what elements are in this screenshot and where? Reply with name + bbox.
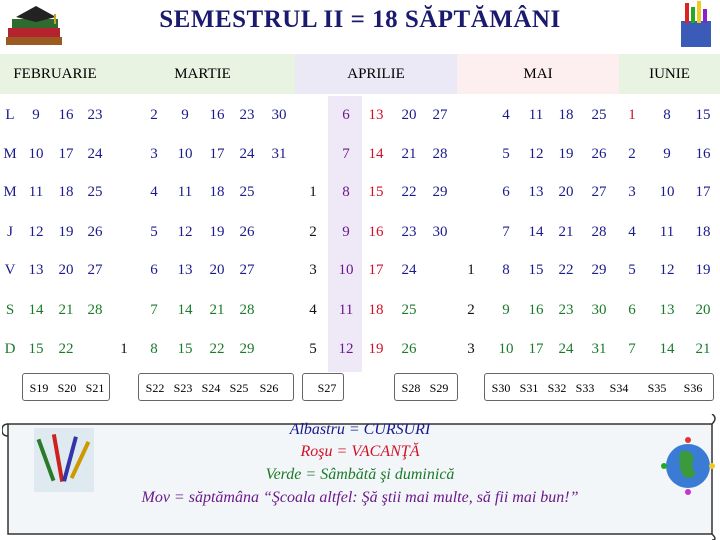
date-cell: 27 xyxy=(432,107,448,123)
date-cell: 18 xyxy=(209,184,225,200)
date-cell: 13 xyxy=(177,262,193,278)
date-cell: 30 xyxy=(591,302,607,318)
date-cell: 17 xyxy=(209,146,225,162)
week-label: S27 xyxy=(317,381,337,395)
month-label: MAI xyxy=(523,65,553,82)
date-cell: 13 xyxy=(528,184,544,200)
legend-purple: Mov = săptămâna “Şcoala altfel: Şă ştii mai multe, să fii mai bun!” xyxy=(141,489,579,506)
week-label: S35 xyxy=(647,381,667,395)
week-label: S36 xyxy=(683,381,703,395)
date-cell: 8 xyxy=(502,262,510,278)
date-cell: 15 xyxy=(695,107,711,123)
date-cell: 17 xyxy=(528,341,544,357)
date-cell: 16 xyxy=(695,146,711,162)
date-cell: 21 xyxy=(209,302,225,318)
date-cell: 19 xyxy=(558,146,574,162)
books-icon xyxy=(4,2,66,46)
date-cell: 6 xyxy=(150,262,158,278)
date-cell: 19 xyxy=(695,262,711,278)
date-cell: 22 xyxy=(58,341,74,357)
date-cell: 9 xyxy=(502,302,510,318)
legend-red: Roşu = VACANŢĂ xyxy=(300,443,420,460)
date-cell: 7 xyxy=(150,302,158,318)
date-cell: 6 xyxy=(342,107,350,123)
date-cell: 21 xyxy=(58,302,74,318)
week-label: S19 xyxy=(29,381,49,395)
legend-blue: Albastru = CURSURI xyxy=(289,421,431,438)
date-cell: 31 xyxy=(271,146,287,162)
date-cell: 11 xyxy=(528,107,544,123)
date-cell: 6 xyxy=(628,302,636,318)
date-cell: 4 xyxy=(628,224,636,240)
pencil-cup-icon xyxy=(676,1,718,49)
date-cell: 14 xyxy=(177,302,193,318)
week-label: S23 xyxy=(173,381,193,395)
week-group-box xyxy=(138,373,294,401)
date-cell: 8 xyxy=(342,184,350,200)
date-cell: 4 xyxy=(309,302,317,318)
month-aprilie xyxy=(295,54,457,94)
date-cell: 2 xyxy=(150,107,158,123)
week-label: S34 xyxy=(609,381,629,395)
date-cell: 27 xyxy=(591,184,607,200)
month-mai xyxy=(457,54,619,94)
date-cell: 21 xyxy=(695,341,711,357)
date-cell: 10 xyxy=(498,341,514,357)
date-cell: 23 xyxy=(401,224,417,240)
week-label: S29 xyxy=(429,381,449,395)
date-cell: 26 xyxy=(239,224,255,240)
date-cell: 13 xyxy=(659,302,675,318)
date-cell: 24 xyxy=(239,146,255,162)
date-cell: 13 xyxy=(28,262,44,278)
date-cell: 24 xyxy=(558,341,574,357)
date-cell: 24 xyxy=(87,146,103,162)
date-cell: 5 xyxy=(502,146,510,162)
legend-green: Verde = Sâmbătă şi duminică xyxy=(265,466,455,483)
date-cell: 9 xyxy=(663,146,671,162)
date-cell: 10 xyxy=(177,146,193,162)
date-cell: 10 xyxy=(28,146,44,162)
week-group-box xyxy=(394,373,458,401)
date-cell: 13 xyxy=(368,107,384,123)
date-cell: 29 xyxy=(432,184,448,200)
date-cell: 1 xyxy=(120,341,128,357)
week-label: S24 xyxy=(201,381,221,395)
date-cell: 5 xyxy=(309,341,317,357)
date-cell: 19 xyxy=(209,224,225,240)
date-cell: 16 xyxy=(58,107,74,123)
date-cell: 21 xyxy=(558,224,574,240)
date-cell: 12 xyxy=(28,224,44,240)
date-cell: 23 xyxy=(239,107,255,123)
date-cell: 3 xyxy=(628,184,636,200)
date-cell: 28 xyxy=(239,302,255,318)
month-februarie xyxy=(0,54,110,94)
date-cell: 3 xyxy=(150,146,158,162)
day-letter: V xyxy=(4,262,16,278)
date-cell: 20 xyxy=(558,184,574,200)
date-cell: 18 xyxy=(58,184,74,200)
date-cell: 3 xyxy=(467,341,475,357)
date-cell: 25 xyxy=(401,302,417,318)
date-cell: 21 xyxy=(401,146,417,162)
date-cell: 10 xyxy=(659,184,675,200)
legend xyxy=(0,414,720,540)
date-cell: 18 xyxy=(695,224,711,240)
date-cell: 26 xyxy=(591,146,607,162)
date-cell: 14 xyxy=(368,146,384,162)
date-cell: 4 xyxy=(502,107,510,123)
month-label: IUNIE xyxy=(649,65,690,82)
week-label: S30 xyxy=(491,381,511,395)
week-label: S20 xyxy=(57,381,77,395)
date-cell: 18 xyxy=(368,302,384,318)
week-group-box xyxy=(22,373,110,401)
date-cell: 16 xyxy=(528,302,544,318)
month-label: MARTIE xyxy=(174,65,231,82)
date-cell: 11 xyxy=(659,224,675,240)
week-label: S33 xyxy=(575,381,595,395)
date-cell: 2 xyxy=(467,302,475,318)
date-cell: 30 xyxy=(432,224,448,240)
date-cell: 22 xyxy=(209,341,225,357)
date-cell: 9 xyxy=(342,224,350,240)
date-cell: 9 xyxy=(32,107,40,123)
day-letter: M xyxy=(3,184,17,200)
date-cell: 7 xyxy=(628,341,636,357)
month-label: APRILIE xyxy=(347,65,405,82)
date-cell: 11 xyxy=(28,184,44,200)
date-cell: 7 xyxy=(342,146,350,162)
date-cell: 27 xyxy=(87,262,103,278)
date-cell: 29 xyxy=(591,262,607,278)
date-cell: 14 xyxy=(659,341,675,357)
date-cell: 5 xyxy=(150,224,158,240)
month-iunie xyxy=(619,54,720,94)
date-cell: 16 xyxy=(368,224,384,240)
week-label: S25 xyxy=(229,381,249,395)
date-cell: 20 xyxy=(401,107,417,123)
date-cell: 28 xyxy=(432,146,448,162)
date-cell: 11 xyxy=(338,302,354,318)
date-cell: 15 xyxy=(28,341,44,357)
day-letter: M xyxy=(3,146,17,162)
date-cell: 17 xyxy=(58,146,74,162)
date-cell: 25 xyxy=(239,184,255,200)
date-cell: 15 xyxy=(368,184,384,200)
date-cell: 22 xyxy=(401,184,417,200)
date-cell: 9 xyxy=(181,107,189,123)
week-label: S26 xyxy=(259,381,279,395)
date-cell: 20 xyxy=(695,302,711,318)
date-cell: 27 xyxy=(239,262,255,278)
date-cell: 1 xyxy=(628,107,636,123)
date-cell: 26 xyxy=(401,341,417,357)
date-cell: 4 xyxy=(150,184,158,200)
date-cell: 6 xyxy=(502,184,510,200)
date-cell: 20 xyxy=(209,262,225,278)
week-label: S31 xyxy=(519,381,539,395)
date-cell: 8 xyxy=(150,341,158,357)
month-martie xyxy=(110,54,295,94)
date-cell: 28 xyxy=(591,224,607,240)
date-cell: 8 xyxy=(663,107,671,123)
date-cell: 16 xyxy=(209,107,225,123)
day-letter: D xyxy=(4,341,16,357)
date-cell: 3 xyxy=(309,262,317,278)
date-cell: 15 xyxy=(177,341,193,357)
date-cell: 18 xyxy=(558,107,574,123)
day-letter: J xyxy=(7,224,13,240)
date-cell: 19 xyxy=(368,341,384,357)
week-group-box xyxy=(302,373,344,401)
date-cell: 7 xyxy=(502,224,510,240)
date-cell: 1 xyxy=(467,262,475,278)
date-cell: 23 xyxy=(87,107,103,123)
date-cell: 5 xyxy=(628,262,636,278)
week-group-box xyxy=(484,373,714,401)
date-cell: 15 xyxy=(528,262,544,278)
day-letter: L xyxy=(5,107,15,123)
week-label: S22 xyxy=(145,381,165,395)
date-cell: 1 xyxy=(309,184,317,200)
date-cell: 12 xyxy=(177,224,193,240)
date-cell: 25 xyxy=(87,184,103,200)
date-cell: 10 xyxy=(338,262,354,278)
date-cell: 17 xyxy=(695,184,711,200)
date-cell: 28 xyxy=(87,302,103,318)
date-cell: 29 xyxy=(239,341,255,357)
date-cell: 26 xyxy=(87,224,103,240)
date-cell: 23 xyxy=(558,302,574,318)
date-cell: 12 xyxy=(338,341,354,357)
week-label: S21 xyxy=(85,381,105,395)
date-cell: 2 xyxy=(309,224,317,240)
date-cell: 14 xyxy=(528,224,544,240)
date-cell: 12 xyxy=(528,146,544,162)
page-title: SEMESTRUL II = 18 SĂPTĂMÂNI xyxy=(159,6,561,33)
date-cell: 17 xyxy=(368,262,384,278)
week-label: S32 xyxy=(547,381,567,395)
date-cell: 22 xyxy=(558,262,574,278)
day-letter: S xyxy=(5,302,15,318)
date-cell: 14 xyxy=(28,302,44,318)
month-label: FEBRUARIE xyxy=(13,65,97,82)
date-cell: 20 xyxy=(58,262,74,278)
week-label: S28 xyxy=(401,381,421,395)
date-cell: 31 xyxy=(591,341,607,357)
date-cell: 24 xyxy=(401,262,417,278)
date-cell: 11 xyxy=(177,184,193,200)
date-cell: 30 xyxy=(271,107,287,123)
date-cell: 2 xyxy=(628,146,636,162)
date-cell: 12 xyxy=(659,262,675,278)
date-cell: 19 xyxy=(58,224,74,240)
date-cell: 25 xyxy=(591,107,607,123)
